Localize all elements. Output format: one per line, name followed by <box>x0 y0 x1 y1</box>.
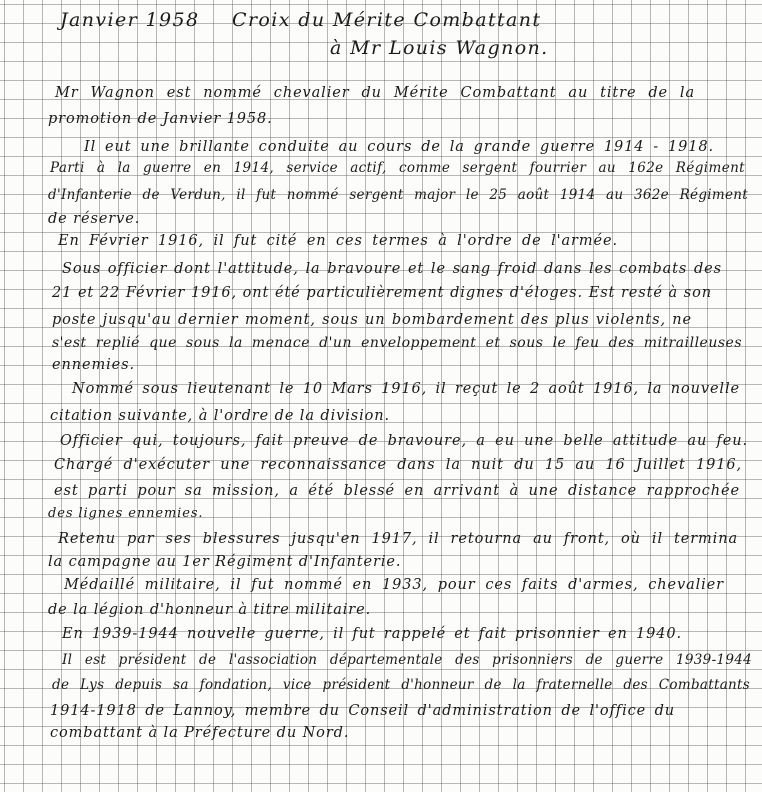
letter-line-9: 21 et 22 Février 1916, ont été particulièrement dignes d'éloges. Est resté à son <box>52 285 712 301</box>
letter-line-18: des lignes ennemies. <box>48 506 204 521</box>
header-date: Janvier 1958 <box>60 9 200 31</box>
letter-line-20: la campagne au 1er Régiment d'Infanterie. <box>48 554 402 570</box>
letter-line-13: Nommé sous lieutenant le 10 Mars 1916, il reçut le 2 août 1916, la nouvelle <box>72 381 740 397</box>
header-title-line2: à Mr Louis Wagnon. <box>330 37 549 59</box>
letter-line-25: de Lys depuis sa fondation, vice président d'honneur de la fraternelle des Combattants <box>52 677 750 693</box>
letter-line-15: Officier qui, toujours, fait preuve de bravoure, a eu une belle attitude au feu. <box>60 433 748 449</box>
letter-line-4: Parti à la guerre en 1914, service actif, comme sergent fourrier au 162e Régiment <box>50 160 745 176</box>
letter-line-7: En Février 1916, il fut cité en ces termes à l'ordre de l'armée. <box>58 233 618 249</box>
letter-line-19: Retenu par ses blessures jusqu'en 1917, il retourna au front, où il termina <box>58 531 738 547</box>
letter-line-3: Il eut une brillante conduite au cours de la grande guerre 1914 - 1918. <box>84 139 714 155</box>
letter-line-6: de réserve. <box>48 211 141 227</box>
letter-line-23: En 1939-1944 nouvelle guerre, il fut rappelé et fait prisonnier en 1940. <box>62 626 682 642</box>
letter-line-22: de la légion d'honneur à titre militaire. <box>48 602 372 618</box>
letter-line-12: ennemies. <box>52 357 135 373</box>
letter-line-5: d'Infanterie de Verdun, il fut nommé sergent major le 25 août 1914 au 362e Régiment <box>48 187 748 203</box>
letter-line-10: poste jusqu'au dernier moment, sous un bombardement des plus violents, ne <box>52 312 692 328</box>
letter-line-16: Chargé d'exécuter une reconnaissance dans la nuit du 15 au 16 Juillet 1916, <box>54 457 742 473</box>
letter-line-21: Médaillé militaire, il fut nommé en 1933, pour ces faits d'armes, chevalier <box>64 577 724 593</box>
letter-line-14: citation suivante, à l'ordre de la division. <box>50 408 391 424</box>
letter-line-17: est parti pour sa mission, a été blessé en arrivant à une distance rapprochée <box>54 483 740 499</box>
letter-line-8: Sous officier dont l'attitude, la bravoure et le sang froid dans les combats des <box>62 261 722 277</box>
letter-line-11: s'est replié que sous la menace d'un enveloppement et sous le feu des mitrailleuses <box>52 335 742 351</box>
header-title-line1: Croix du Mérite Combattant <box>232 9 542 31</box>
letter-line-2: promotion de Janvier 1958. <box>48 111 273 127</box>
letter-line-26: 1914-1918 de Lannoy, membre du Conseil d'administration de l'office du <box>50 703 675 719</box>
letter-line-27: combattant à la Préfecture du Nord. <box>50 725 350 741</box>
letter-line-24: Il est président de l'association départementale des prisonniers de guerre 1939-1944 <box>62 652 752 668</box>
letter-line-1: Mr Wagnon est nommé chevalier du Mérite Combattant au titre de la <box>55 85 695 101</box>
